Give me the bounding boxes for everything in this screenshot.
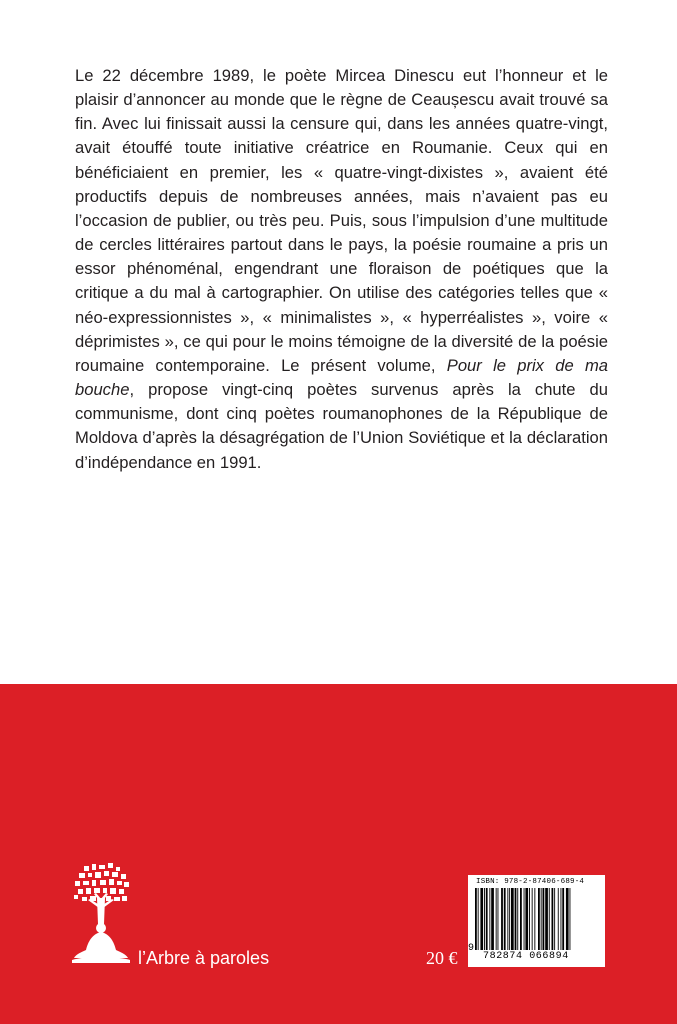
barcode-digits: 782874 066894 <box>483 951 569 962</box>
price-label: 20 € <box>426 948 458 968</box>
barcode <box>467 874 606 968</box>
isbn-label: ISBN: 978-2-87406-689-4 <box>476 878 585 886</box>
back-cover-text <box>75 64 608 475</box>
barcode-bars-icon <box>473 888 601 950</box>
book-title-italic: Pour le prix de ma bouche <box>75 355 608 400</box>
body-text-part2: , propose vingt-cinq poètes survenus après la chute du communisme, dont cinq poètes roumanophones de la République de Moldova d’après la désagrégation de l’Union Soviétique et la déclaration d’indépendance en 1991. <box>75 380 608 472</box>
tree-logo-icon <box>70 862 132 966</box>
publisher-name: l’Arbre à paroles <box>138 948 270 968</box>
barcode-lead-digit: 9 <box>468 943 475 954</box>
red-footer-band <box>0 684 677 1024</box>
body-text-part1: Le 22 décembre 1989, le poète Mircea Dinescu eut l’honneur et le plaisir d’annoncer au monde que le règne de Ceaușescu avait trouvé sa fin. Avec lui finissait aussi la censure qui, dans les années quatre-vingt, avait étouffé toute initiative créatrice en Roumanie. Ceux qui en bénéficiaient en premier, les « quatre-vingt-dixistes », avaient été productifs depuis de nombreuses années, mais n’avaient pas eu l’occasion de publier, ou très peu. Puis, sous l’impulsion d’une multitude de cercles littéraires partout dans le pays, la poésie roumaine a pris un essor phénoménal, engendrant une floraison de poétiques que la critique a du mal à cartographier. On utilise des catégories telles que « néo-expressionnistes », « minimalistes », « hyperréalistes », voire « déprimistes », ce qui pour le moins témoigne de la diversité de la poésie roumaine contemporaine. Le présent volume, <box>75 66 608 375</box>
